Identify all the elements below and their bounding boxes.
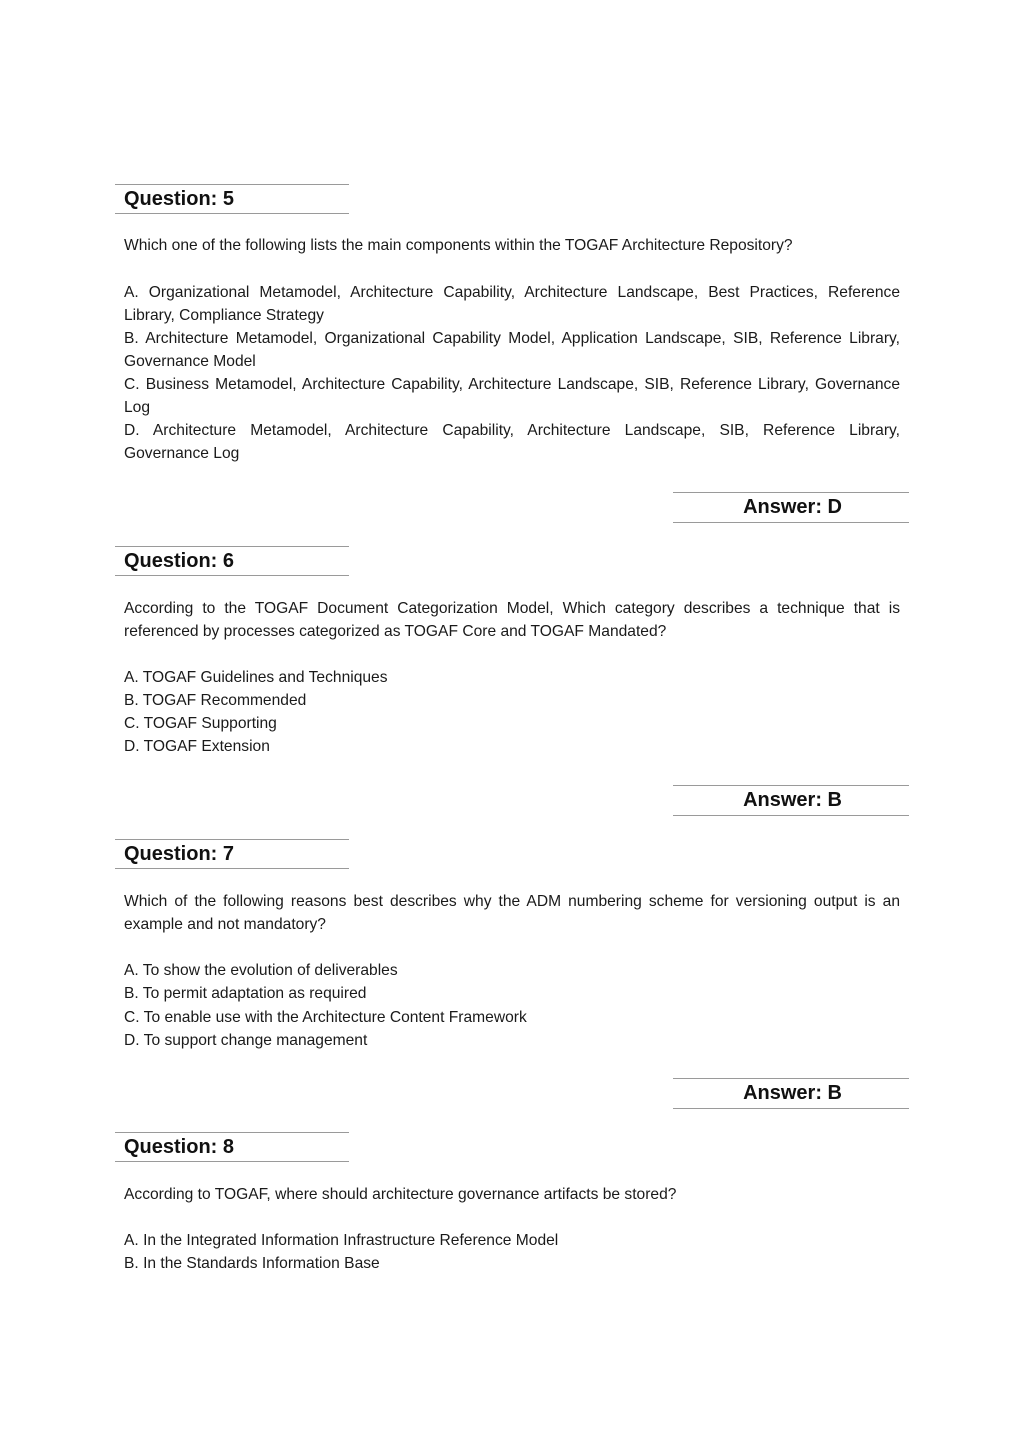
question-6-answer-box xyxy=(673,785,909,816)
question-8-text: According to TOGAF, where should architecture governance artifacts be stored? xyxy=(124,1186,677,1203)
question-5-option-a: A. Organizational Metamodel, Architecture Capability, Architecture Landscape, Best Practices, Reference Library, Compliance Strategy xyxy=(124,284,900,324)
question-6-option-d: D. TOGAF Extension xyxy=(124,738,270,755)
question-5-heading xyxy=(115,184,349,214)
question-5-answer-box xyxy=(673,492,909,523)
question-5-option-c: C. Business Metamodel, Architecture Capability, Architecture Landscape, SIB, Reference Library, Governance Log xyxy=(124,376,900,416)
question-5-title: Question: 5 xyxy=(124,188,235,210)
question-5-text: Which one of the following lists the main components within the TOGAF Architecture Repository? xyxy=(124,237,793,254)
question-7-option-d: D. To support change management xyxy=(124,1032,368,1049)
question-6-heading xyxy=(115,546,349,576)
question-6-option-a: A. TOGAF Guidelines and Techniques xyxy=(124,669,388,686)
question-8-option-a: A. In the Integrated Information Infrastructure Reference Model xyxy=(124,1232,559,1249)
question-5-option-b: B. Architecture Metamodel, Organizational Capability Model, Application Landscape, SIB, Reference Library, Governance Model xyxy=(124,330,900,370)
question-6-option-b: B. TOGAF Recommended xyxy=(124,692,307,709)
question-7-answer: Answer: B xyxy=(743,1082,842,1104)
question-6-text: According to the TOGAF Document Categorization Model, Which category describes a technique that is referenced by processes categorized as TOGAF Core and TOGAF Mandated? xyxy=(124,600,900,640)
question-8-title: Question: 8 xyxy=(124,1136,235,1158)
question-7-option-a: A. To show the evolution of deliverables xyxy=(124,962,398,979)
question-8-option-b: B. In the Standards Information Base xyxy=(124,1255,380,1272)
question-7-heading xyxy=(115,839,349,869)
question-5-option-d: D. Architecture Metamodel, Architecture Capability, Architecture Landscape, SIB, Reference Library, Governance Log xyxy=(124,422,900,462)
question-6-option-c: C. TOGAF Supporting xyxy=(124,715,277,732)
question-5-answer: Answer: D xyxy=(743,496,842,518)
question-7-title: Question: 7 xyxy=(124,843,235,865)
question-7-option-c: C. To enable use with the Architecture Content Framework xyxy=(124,1009,527,1026)
question-8-heading xyxy=(115,1132,349,1162)
question-6-answer: Answer: B xyxy=(743,789,842,811)
question-7-option-b: B. To permit adaptation as required xyxy=(124,985,367,1002)
question-7-answer-box xyxy=(673,1078,909,1109)
question-6-title: Question: 6 xyxy=(124,550,235,572)
question-7-text: Which of the following reasons best describes why the ADM numbering scheme for versioning output is an example and not mandatory? xyxy=(124,893,900,933)
